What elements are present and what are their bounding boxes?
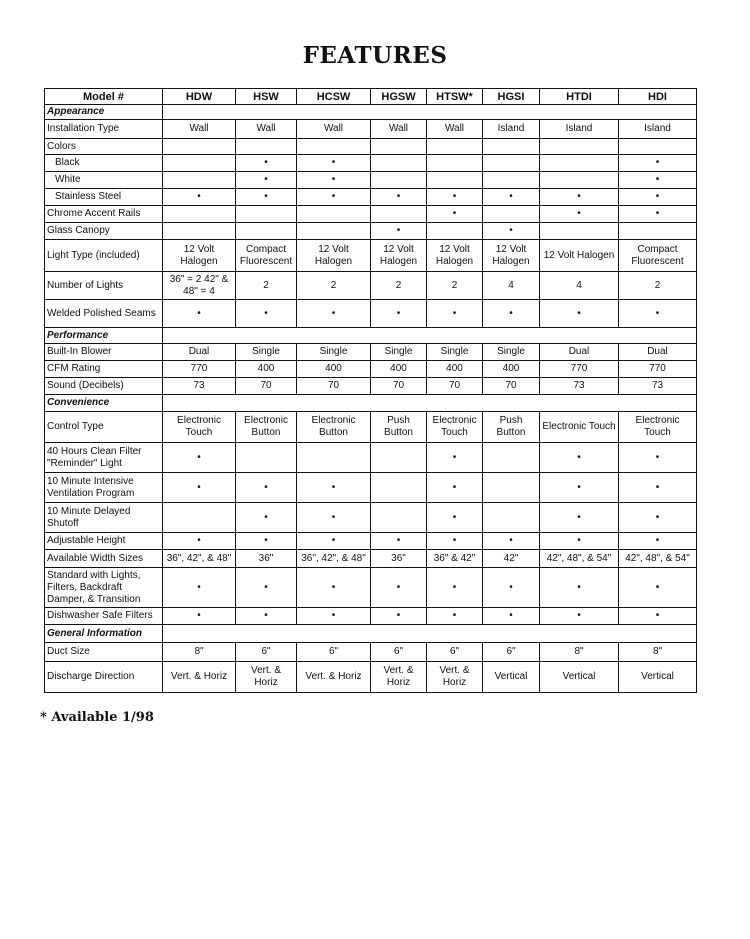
cell-value: 2 — [619, 272, 697, 300]
cell-value: 400 — [371, 361, 427, 378]
cell-value: 12 Volt Halogen — [163, 240, 236, 272]
cell-value — [619, 139, 697, 155]
feature-dot: • — [427, 443, 483, 473]
row-label: 10 Minute Delayed Shutoff — [45, 503, 163, 533]
cell-value: Island — [619, 120, 697, 139]
cell-value: Single — [483, 344, 540, 361]
cell-value: 12 Volt Halogen — [540, 240, 619, 272]
row-label: Glass Canopy — [45, 223, 163, 240]
cell-value — [371, 206, 427, 223]
feature-dot: • — [619, 189, 697, 206]
cell-value — [540, 172, 619, 189]
cell-value: Vert. & Horiz — [163, 662, 236, 693]
cell-value: 36" = 2 42" & 48" = 4 — [163, 272, 236, 300]
cell-value: 6" — [483, 643, 540, 662]
table-row — [45, 206, 697, 223]
cell-value: 6" — [371, 643, 427, 662]
row-label: Installation Type — [45, 120, 163, 139]
cell-value — [483, 139, 540, 155]
feature-dot: • — [371, 223, 427, 240]
cell-value: 6" — [297, 643, 371, 662]
table-row — [45, 300, 697, 328]
row-label: Welded Polished Seams — [45, 300, 163, 328]
table-row — [45, 120, 697, 139]
row-label: 10 Minute Intensive Ventilation Program — [45, 473, 163, 503]
feature-dot: • — [540, 503, 619, 533]
cell-value: Wall — [371, 120, 427, 139]
feature-dot: • — [371, 533, 427, 550]
feature-dot: • — [540, 443, 619, 473]
feature-dot: • — [427, 568, 483, 608]
table-row — [45, 503, 697, 533]
feature-dot: • — [483, 223, 540, 240]
feature-dot: • — [483, 568, 540, 608]
feature-dot: • — [619, 300, 697, 328]
feature-dot: • — [297, 300, 371, 328]
table-row — [45, 568, 697, 608]
cell-value: Compact Fluorescent — [619, 240, 697, 272]
cell-value: 2 — [427, 272, 483, 300]
cell-value: Wall — [163, 120, 236, 139]
feature-dot: • — [163, 533, 236, 550]
feature-dot: • — [236, 608, 297, 625]
feature-dot: • — [483, 189, 540, 206]
cell-value: Island — [483, 120, 540, 139]
table-row — [45, 662, 697, 693]
cell-value: Wall — [427, 120, 483, 139]
row-label: Stainless Steel — [45, 189, 163, 206]
section-label: Performance — [45, 328, 163, 344]
cell-value — [540, 139, 619, 155]
cell-value: 12 Volt Halogen — [483, 240, 540, 272]
feature-dot: • — [163, 443, 236, 473]
cell-value — [371, 443, 427, 473]
table-row — [45, 550, 697, 568]
feature-dot: • — [297, 155, 371, 172]
cell-value: 70 — [236, 378, 297, 395]
feature-dot: • — [540, 608, 619, 625]
cell-value: 42", 48", & 54" — [540, 550, 619, 568]
cell-value: 8" — [540, 643, 619, 662]
row-label: White — [45, 172, 163, 189]
feature-dot: • — [619, 608, 697, 625]
feature-dot: • — [483, 300, 540, 328]
cell-value: 70 — [427, 378, 483, 395]
cell-value — [297, 139, 371, 155]
cell-value: Single — [427, 344, 483, 361]
model-header: HSW — [236, 89, 297, 105]
model-header: HDI — [619, 89, 697, 105]
cell-value: Electronic Touch — [619, 412, 697, 443]
cell-value: Dual — [163, 344, 236, 361]
cell-value — [483, 172, 540, 189]
table-row — [45, 533, 697, 550]
cell-value: Single — [371, 344, 427, 361]
table-row — [45, 189, 697, 206]
section-spacer — [163, 625, 697, 643]
feature-dot: • — [297, 503, 371, 533]
cell-value: Island — [540, 120, 619, 139]
cell-value: Electronic Button — [297, 412, 371, 443]
model-header: HGSW — [371, 89, 427, 105]
header-row — [45, 89, 697, 105]
section-spacer — [163, 328, 697, 344]
cell-value — [371, 172, 427, 189]
cell-value — [483, 206, 540, 223]
cell-value: 770 — [163, 361, 236, 378]
cell-value — [619, 223, 697, 240]
feature-dot: • — [540, 206, 619, 223]
cell-value: 770 — [540, 361, 619, 378]
row-label: Adjustable Height — [45, 533, 163, 550]
row-label: Sound (Decibels) — [45, 378, 163, 395]
feature-dot: • — [236, 568, 297, 608]
cell-value: 12 Volt Halogen — [427, 240, 483, 272]
cell-value: 73 — [540, 378, 619, 395]
cell-value — [427, 139, 483, 155]
cell-value: 70 — [483, 378, 540, 395]
feature-dot: • — [236, 533, 297, 550]
cell-value: 2 — [236, 272, 297, 300]
cell-value: 42", 48", & 54" — [619, 550, 697, 568]
feature-dot: • — [297, 533, 371, 550]
cell-value: 36" — [236, 550, 297, 568]
feature-dot: • — [297, 568, 371, 608]
row-label: 40 Hours Clean Filter "Reminder" Light — [45, 443, 163, 473]
cell-value: 12 Volt Halogen — [371, 240, 427, 272]
cell-value: Vertical — [483, 662, 540, 693]
row-label: Light Type (included) — [45, 240, 163, 272]
cell-value: 42" — [483, 550, 540, 568]
row-label: Standard with Lights, Filters, Backdraft Damper, & Transition — [45, 568, 163, 608]
cell-value: 770 — [619, 361, 697, 378]
cell-value — [483, 473, 540, 503]
section-label: Appearance — [45, 105, 163, 120]
feature-dot: • — [236, 300, 297, 328]
feature-dot: • — [427, 300, 483, 328]
feature-dot: • — [236, 189, 297, 206]
cell-value — [163, 206, 236, 223]
table-row — [45, 443, 697, 473]
section-row — [45, 395, 697, 412]
feature-dot: • — [236, 503, 297, 533]
cell-value: 4 — [540, 272, 619, 300]
cell-value — [371, 503, 427, 533]
feature-dot: • — [297, 189, 371, 206]
feature-dot: • — [297, 473, 371, 503]
feature-dot: • — [619, 568, 697, 608]
feature-dot: • — [371, 568, 427, 608]
cell-value: Vert. & Horiz — [236, 662, 297, 693]
section-row — [45, 105, 697, 120]
cell-value: 36" & 42" — [427, 550, 483, 568]
cell-value: 400 — [483, 361, 540, 378]
cell-value — [427, 172, 483, 189]
cell-value: 6" — [427, 643, 483, 662]
cell-value — [371, 155, 427, 172]
cell-value — [483, 155, 540, 172]
cell-value: Dual — [540, 344, 619, 361]
table-row — [45, 344, 697, 361]
feature-dot: • — [236, 473, 297, 503]
row-label: Control Type — [45, 412, 163, 443]
row-label: Chrome Accent Rails — [45, 206, 163, 223]
row-label: Colors — [45, 139, 163, 155]
feature-dot: • — [540, 473, 619, 503]
feature-dot: • — [163, 473, 236, 503]
cell-value: 73 — [163, 378, 236, 395]
cell-value: Vert. & Horiz — [297, 662, 371, 693]
table-row — [45, 155, 697, 172]
section-label: Convenience — [45, 395, 163, 412]
feature-dot: • — [427, 608, 483, 625]
feature-dot: • — [297, 608, 371, 625]
feature-dot: • — [619, 155, 697, 172]
feature-dot: • — [619, 533, 697, 550]
feature-dot: • — [427, 533, 483, 550]
cell-value: Vertical — [540, 662, 619, 693]
table-row — [45, 643, 697, 662]
model-header: HTDI — [540, 89, 619, 105]
cell-value: Electronic Button — [236, 412, 297, 443]
feature-dot: • — [427, 503, 483, 533]
cell-value: Wall — [236, 120, 297, 139]
feature-dot: • — [236, 155, 297, 172]
feature-dot: • — [540, 533, 619, 550]
cell-value: Electronic Touch — [540, 412, 619, 443]
table-row — [45, 608, 697, 625]
table-row — [45, 473, 697, 503]
cell-value — [297, 206, 371, 223]
cell-value — [297, 443, 371, 473]
table-row — [45, 139, 697, 155]
cell-value: 400 — [427, 361, 483, 378]
section-row — [45, 328, 697, 344]
cell-value: Dual — [619, 344, 697, 361]
feature-dot: • — [619, 206, 697, 223]
cell-value: 6" — [236, 643, 297, 662]
cell-value: 70 — [297, 378, 371, 395]
row-label: Dishwasher Safe Filters — [45, 608, 163, 625]
feature-dot: • — [619, 443, 697, 473]
cell-value: 2 — [371, 272, 427, 300]
model-header: HDW — [163, 89, 236, 105]
table-row — [45, 223, 697, 240]
cell-value — [483, 503, 540, 533]
feature-dot: • — [619, 172, 697, 189]
table-row — [45, 240, 697, 272]
cell-value — [427, 155, 483, 172]
cell-value — [236, 223, 297, 240]
cell-value — [297, 223, 371, 240]
cell-value — [540, 223, 619, 240]
cell-value: Vertical — [619, 662, 697, 693]
features-table — [44, 88, 697, 693]
feature-dot: • — [371, 300, 427, 328]
feature-dot: • — [297, 172, 371, 189]
feature-dot: • — [236, 172, 297, 189]
cell-value: 8" — [619, 643, 697, 662]
cell-value — [163, 172, 236, 189]
table-body — [45, 105, 697, 693]
table-row — [45, 378, 697, 395]
cell-value — [371, 139, 427, 155]
feature-dot: • — [371, 189, 427, 206]
cell-value: 36", 42", & 48" — [297, 550, 371, 568]
section-row — [45, 625, 697, 643]
cell-value — [427, 223, 483, 240]
cell-value: Push Button — [483, 412, 540, 443]
cell-value: Wall — [297, 120, 371, 139]
cell-value: Electronic Touch — [427, 412, 483, 443]
page-title: FEATURES — [302, 42, 448, 69]
cell-value — [163, 503, 236, 533]
cell-value: 36", 42", & 48" — [163, 550, 236, 568]
feature-dot: • — [427, 473, 483, 503]
row-label: CFM Rating — [45, 361, 163, 378]
row-label: Black — [45, 155, 163, 172]
cell-value: 8" — [163, 643, 236, 662]
cell-value: 2 — [297, 272, 371, 300]
cell-value: 36" — [371, 550, 427, 568]
table-row — [45, 361, 697, 378]
model-header: HCSW — [297, 89, 371, 105]
cell-value — [163, 223, 236, 240]
feature-dot: • — [163, 189, 236, 206]
feature-dot: • — [427, 206, 483, 223]
cell-value — [483, 443, 540, 473]
feature-dot: • — [540, 568, 619, 608]
row-label: Built-In Blower — [45, 344, 163, 361]
feature-dot: • — [483, 533, 540, 550]
feature-dot: • — [540, 189, 619, 206]
model-header-label: Model # — [45, 89, 163, 105]
cell-value: 73 — [619, 378, 697, 395]
model-header: HTSW* — [427, 89, 483, 105]
table-row — [45, 412, 697, 443]
row-label: Number of Lights — [45, 272, 163, 300]
feature-dot: • — [619, 473, 697, 503]
cell-value: Vert. & Horiz — [371, 662, 427, 693]
table-row — [45, 172, 697, 189]
feature-dot: • — [163, 300, 236, 328]
row-label: Duct Size — [45, 643, 163, 662]
feature-dot: • — [619, 503, 697, 533]
feature-dot: • — [540, 300, 619, 328]
cell-value — [236, 206, 297, 223]
cell-value — [540, 155, 619, 172]
footnote: * Available 1/98 — [40, 710, 154, 725]
cell-value: Electronic Touch — [163, 412, 236, 443]
cell-value: Vert. & Horiz — [427, 662, 483, 693]
row-label: Available Width Sizes — [45, 550, 163, 568]
cell-value: Single — [236, 344, 297, 361]
cell-value: 400 — [297, 361, 371, 378]
feature-dot: • — [163, 568, 236, 608]
cell-value: 4 — [483, 272, 540, 300]
feature-dot: • — [483, 608, 540, 625]
cell-value: 70 — [371, 378, 427, 395]
cell-value — [163, 155, 236, 172]
feature-dot: • — [371, 608, 427, 625]
cell-value: Compact Fluorescent — [236, 240, 297, 272]
cell-value: 12 Volt Halogen — [297, 240, 371, 272]
section-spacer — [163, 395, 697, 412]
feature-dot: • — [163, 608, 236, 625]
model-header: HGSI — [483, 89, 540, 105]
cell-value — [371, 473, 427, 503]
cell-value — [236, 139, 297, 155]
cell-value: 400 — [236, 361, 297, 378]
table-row — [45, 272, 697, 300]
cell-value — [163, 139, 236, 155]
cell-value: Single — [297, 344, 371, 361]
section-label: General Information — [45, 625, 163, 643]
cell-value — [236, 443, 297, 473]
feature-dot: • — [427, 189, 483, 206]
section-spacer — [163, 105, 697, 120]
row-label: Discharge Direction — [45, 662, 163, 693]
cell-value: Push Button — [371, 412, 427, 443]
